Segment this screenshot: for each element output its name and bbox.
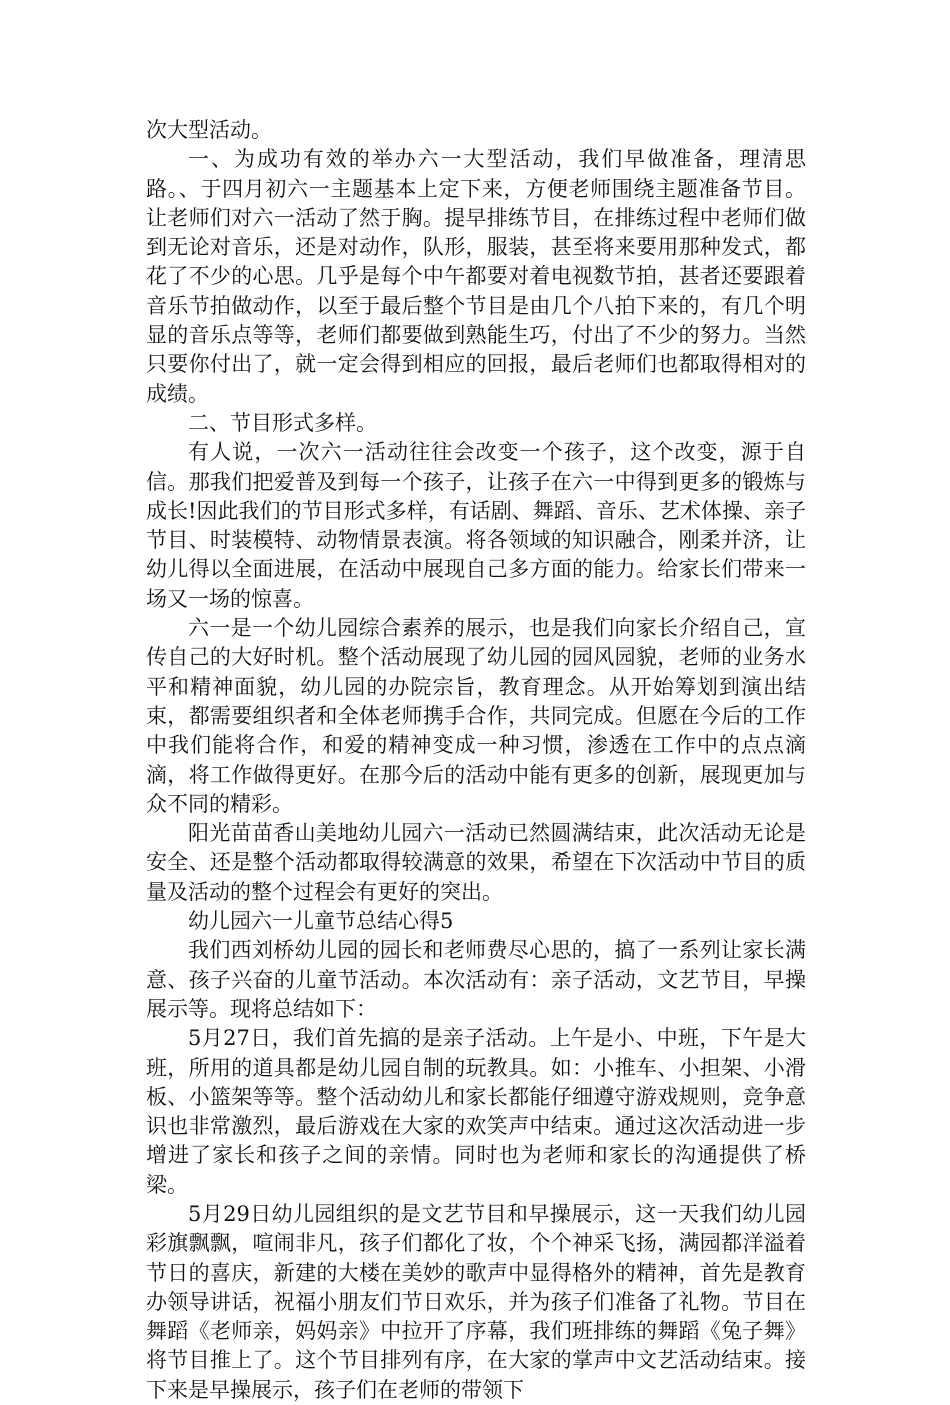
paragraph: 一、为成功有效的举办六一大型活动，我们早做准备，理清思路。、于四月初六一主题基本上定下来，方便老师围绕主题准备节目。让老师们对六一活动了然于胸。提早排练节目，在排练过程中老师们做到无论对音乐，还是对动作，队形，服装，甚至将来要用那种发式，都花了不少的心思。几乎是每个中午都要对着电视数节拍，甚者还要跟着音乐节拍做动作，以至于最后整个节目是由几个八拍下来的，有几个明显的音乐点等等，老师们都要做到熟能生巧，付出了不少的努力。当然只要你付出了，就一定会得到相应的回报，最后老师们也都取得相对的成绩。 — [146, 147, 806, 406]
section-heading: 二、节目形式多样。 — [188, 410, 377, 435]
paragraph: 我们西刘桥幼儿园的园长和老师费尽心思的，搞了一系列让家长满意、孩子兴奋的儿童节活动。本次活动有：亲子活动，文艺节目，早操展示等。现将总结如下： — [146, 938, 806, 1021]
document-body — [146, 116, 806, 1405]
paragraph: 有人说，一次六一活动往往会改变一个孩子，这个改变，源于自信。那我们把爱普及到每一个孩子，让孩子在六一中得到更多的锻炼与成长!因此我们的节目形式多样，有话剧、舞蹈、音乐、艺术体操、亲子节目、时装模特、动物情景表演。将各领域的知识融合，刚柔并济，让幼儿得以全面进展，在活动中展现自己多方面的能力。给家长们带来一场又一场的惊喜。 — [146, 440, 806, 611]
paragraph: 次大型活动。 — [146, 118, 272, 142]
article-title: 幼儿园六一儿童节总结心得5 — [188, 909, 454, 934]
paragraph: 5月27日，我们首先搞的是亲子活动。上午是小、中班，下午是大班，所用的道具都是幼儿园自制的玩教具。如：小推车、小担架、小滑板、小篮架等等。整个活动幼儿和家长都能仔细遵守游戏规则，竞争意识也非常激烈，最后游戏在大家的欢笑声中结束。通过这次活动进一步增进了家长和孩子之间的亲情。同时也为老师和家长的沟通提供了桥梁。 — [146, 1026, 806, 1197]
paragraph: 5月29日幼儿园组织的是文艺节目和早操展示，这一天我们幼儿园彩旗飘飘，喧闹非凡，孩子们都化了妆，个个神采飞扬，满园都洋溢着节日的喜庆，新建的大楼在美妙的歌声中显得格外的精神，首先是教育办领导讲话，祝福小朋友们节日欢乐，并为孩子们准备了礼物。节目在舞蹈《老师亲，妈妈亲》中拉开了序幕，我们班排练的舞蹈《兔子舞》将节目推上了。这个节目排列有序，在大家的掌声中文艺活动结束。接下来是早操展示，孩子们在老师的带领下 — [146, 1201, 806, 1402]
paragraph: 阳光苗苗香山美地幼儿园六一活动已然圆满结束，此次活动无论是安全、还是整个活动都取得较满意的效果，希望在下次活动中节目的质量及活动的整个过程会有更好的突出。 — [146, 821, 806, 904]
paragraph: 六一是一个幼儿园综合素养的展示，也是我们向家长介绍自己，宣传自己的大好时机。整个活动展现了幼儿园的园风园貌，老师的业务水平和精神面貌，幼儿园的办院宗旨，教育理念。从开始筹划到演出结束，都需要组织者和全体老师携手合作，共同完成。但愿在今后的工作中我们能将合作，和爱的精神变成一种习惯，渗透在工作中的点点滴滴，将工作做得更好。在那今后的活动中能有更多的创新，展现更加与众不同的精彩。 — [146, 616, 806, 816]
